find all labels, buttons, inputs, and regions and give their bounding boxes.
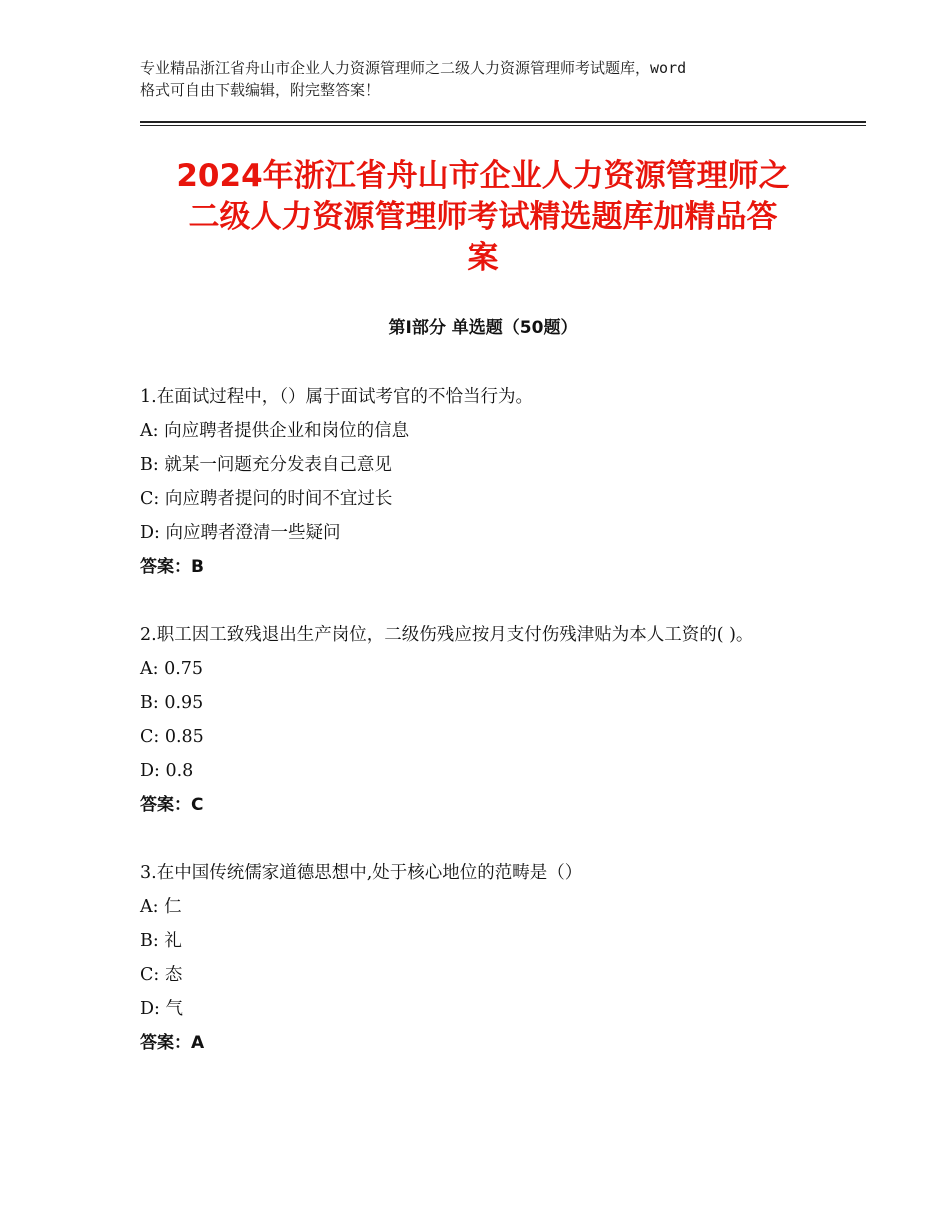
question-stem: 3.在中国传统儒家道德思想中,处于核心地位的范畴是（）	[140, 863, 583, 883]
option-c: C: 态	[140, 965, 183, 985]
title-line-1: 2024年浙江省舟山市企业人力资源管理师之	[176, 158, 790, 194]
answer-label: 答案：B	[140, 557, 204, 577]
header-divider	[140, 121, 866, 126]
document-title	[140, 156, 826, 279]
question-stem: 2.职工因工致残退出生产岗位，二级伤残应按月支付伤残津贴为本人工资的( )。	[140, 625, 754, 645]
answer-label: 答案：C	[140, 795, 204, 815]
question-2	[140, 618, 820, 822]
divider-thick-line	[140, 121, 866, 123]
option-a: A: 0.75	[140, 659, 204, 679]
title-line-2: 二级人力资源管理师考试精选题库加精品答	[188, 199, 778, 235]
answer-label: 答案：A	[140, 1033, 205, 1053]
option-b: B: 礼	[140, 931, 182, 951]
section-heading: 第Ⅰ部分 单选题（50题）	[388, 318, 578, 338]
option-a: A: 仁	[140, 897, 182, 917]
header-line-2: 格式可自由下载编辑，附完整答案！	[140, 81, 381, 99]
option-d: D: 气	[140, 999, 183, 1019]
option-b: B: 0.95	[140, 693, 204, 713]
option-c: C: 0.85	[140, 727, 204, 747]
title-line-3: 案	[467, 240, 499, 276]
option-d: D: 0.8	[140, 761, 194, 781]
option-c: C: 向应聘者提问的时间不宜过长	[140, 489, 393, 509]
option-b: B: 就某一问题充分发表自己意见	[140, 455, 392, 475]
question-3	[140, 856, 820, 1060]
option-a: A: 向应聘者提供企业和岗位的信息	[140, 421, 410, 441]
header-line-1: 专业精品浙江省舟山市企业人力资源管理师之二级人力资源管理师考试题库，word	[140, 59, 687, 77]
page-header	[140, 57, 840, 101]
question-1	[140, 380, 820, 584]
divider-thin-line	[140, 125, 866, 126]
question-list	[140, 380, 820, 1094]
question-stem: 1.在面试过程中，（）属于面试考官的不恰当行为。	[140, 387, 533, 407]
option-d: D: 向应聘者澄清一些疑问	[140, 523, 341, 543]
